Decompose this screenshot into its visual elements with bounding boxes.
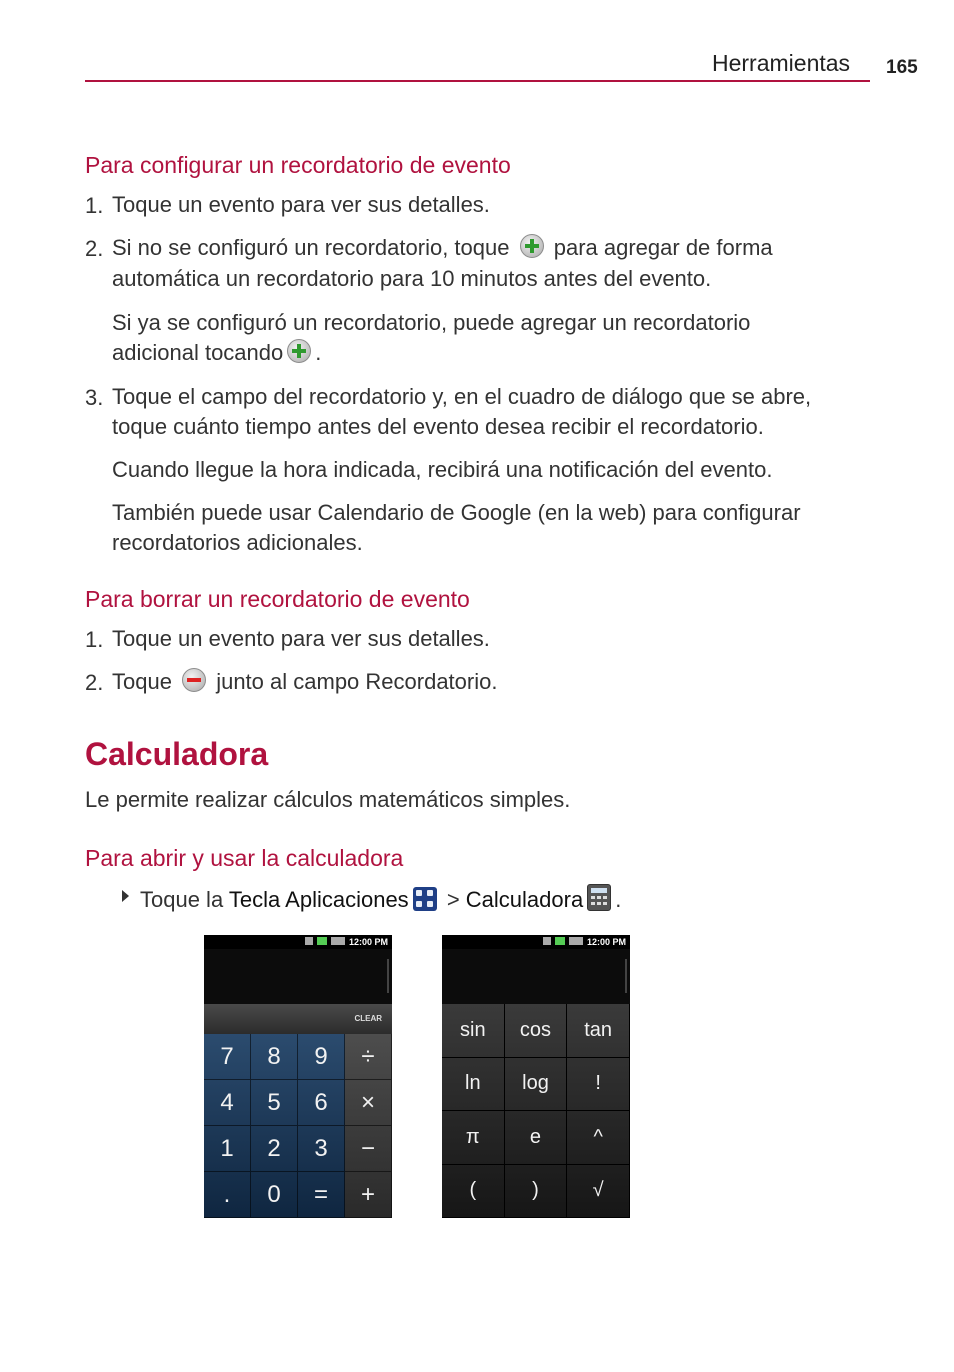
key-multiply[interactable]: × bbox=[345, 1080, 392, 1126]
page-number: 165 bbox=[886, 57, 918, 78]
key-6[interactable]: 6 bbox=[298, 1080, 345, 1126]
delete-step1-number: 1. bbox=[85, 627, 104, 652]
configure-step2-text bbox=[112, 233, 773, 263]
key-4[interactable]: 4 bbox=[204, 1080, 251, 1126]
configure-step1-number: 1. bbox=[85, 193, 104, 218]
add-reminder-icon bbox=[520, 234, 544, 258]
status-bar bbox=[442, 935, 630, 949]
instruction-prefix: Toque la bbox=[140, 887, 224, 912]
calculator-display bbox=[204, 949, 392, 1004]
delete-step2-after: junto al campo Recordatorio. bbox=[216, 669, 498, 694]
configure-note1: Cuando llegue la hora indicada, recibirá una notificación del evento. bbox=[112, 457, 773, 482]
key-open-paren[interactable]: ( bbox=[442, 1165, 505, 1219]
key-factorial[interactable]: ! bbox=[567, 1058, 630, 1112]
key-pi[interactable]: π bbox=[442, 1111, 505, 1165]
key-3[interactable]: 3 bbox=[298, 1126, 345, 1172]
section-title: Herramientas bbox=[712, 50, 851, 76]
key-cos[interactable]: cos bbox=[505, 1004, 568, 1058]
status-time: 12:00 PM bbox=[586, 937, 626, 947]
operator-pad bbox=[345, 1034, 392, 1218]
key-log[interactable]: log bbox=[505, 1058, 568, 1112]
open-calculator-instruction bbox=[140, 884, 621, 915]
open-calculator-heading: Para abrir y usar la calculadora bbox=[85, 845, 404, 871]
calculator-intro: Le permite realizar cálculos matemáticos simples. bbox=[85, 787, 571, 812]
configure-note2-line1: También puede usar Calendario de Google (en la web) para configurar bbox=[112, 500, 801, 525]
configure-note2-line2: recordatorios adicionales. bbox=[112, 530, 363, 555]
key-divide[interactable]: ÷ bbox=[345, 1034, 392, 1080]
clear-button[interactable]: CLEAR bbox=[204, 1004, 392, 1034]
apps-key-label: Tecla Aplicaciones bbox=[228, 887, 409, 912]
configure-step2-line2: automática un recordatorio para 10 minutos antes del evento. bbox=[112, 266, 712, 291]
key-7[interactable]: 7 bbox=[204, 1034, 251, 1080]
apps-grid-icon bbox=[413, 887, 437, 911]
key-decimal[interactable]: . bbox=[204, 1172, 251, 1218]
configure-step2-extra-line2 bbox=[112, 338, 321, 368]
key-plus[interactable]: + bbox=[345, 1172, 392, 1218]
status-bar bbox=[204, 935, 392, 949]
signal-icon bbox=[305, 937, 345, 945]
bullet-arrow-icon bbox=[122, 890, 129, 902]
configure-step2-after: para agregar de forma bbox=[553, 235, 773, 260]
delete-reminder-heading: Para borrar un recordatorio de evento bbox=[85, 586, 470, 612]
configure-step2-before: Si no se configuró un recordatorio, toque bbox=[112, 235, 510, 260]
calculator-advanced-screenshot bbox=[442, 935, 630, 1218]
configure-step1-text: Toque un evento para ver sus detalles. bbox=[112, 192, 490, 217]
delete-step2-text bbox=[112, 667, 497, 697]
configure-step2-number: 2. bbox=[85, 236, 104, 261]
key-1[interactable]: 1 bbox=[204, 1126, 251, 1172]
key-ln[interactable]: ln bbox=[442, 1058, 505, 1112]
calculator-basic-screenshot bbox=[204, 935, 392, 1218]
display-cursor bbox=[625, 959, 627, 993]
key-close-paren[interactable]: ) bbox=[505, 1165, 568, 1219]
configure-step2-extra-line1: Si ya se configuró un recordatorio, puede agregar un recordatorio bbox=[112, 310, 751, 335]
key-0[interactable]: 0 bbox=[251, 1172, 298, 1218]
key-2[interactable]: 2 bbox=[251, 1126, 298, 1172]
key-power[interactable]: ^ bbox=[567, 1111, 630, 1165]
function-pad bbox=[442, 1004, 630, 1218]
header-divider bbox=[85, 80, 870, 82]
delete-step2-number: 2. bbox=[85, 670, 104, 695]
calculator-app-label: Calculadora bbox=[465, 887, 584, 912]
configure-step2-extra-text: adicional tocando bbox=[112, 340, 284, 365]
delete-step1-text: Toque un evento para ver sus detalles. bbox=[112, 626, 490, 651]
status-time: 12:00 PM bbox=[348, 937, 388, 947]
key-8[interactable]: 8 bbox=[251, 1034, 298, 1080]
instruction-separator: > bbox=[446, 887, 460, 912]
key-e[interactable]: e bbox=[505, 1111, 568, 1165]
key-equals[interactable]: = bbox=[298, 1172, 345, 1218]
remove-reminder-icon bbox=[182, 668, 206, 692]
display-cursor bbox=[387, 959, 389, 993]
key-minus[interactable]: − bbox=[345, 1126, 392, 1172]
add-reminder-icon bbox=[287, 339, 311, 363]
key-tan[interactable]: tan bbox=[567, 1004, 630, 1058]
key-sin[interactable]: sin bbox=[442, 1004, 505, 1058]
calculator-display bbox=[442, 949, 630, 1004]
configure-step3-line2: toque cuánto tiempo antes del evento desea recibir el recordatorio. bbox=[112, 414, 764, 439]
delete-step2-before: Toque bbox=[112, 669, 172, 694]
configure-step3-number: 3. bbox=[85, 385, 104, 410]
configure-reminder-heading: Para configurar un recordatorio de evento bbox=[85, 152, 511, 178]
key-9[interactable]: 9 bbox=[298, 1034, 345, 1080]
configure-step3-line1: Toque el campo del recordatorio y, en el cuadro de diálogo que se abre, bbox=[112, 384, 812, 409]
calculator-title: Calculadora bbox=[85, 736, 269, 772]
instruction-end: . bbox=[615, 887, 622, 912]
digit-pad bbox=[204, 1034, 345, 1218]
key-sqrt[interactable]: √ bbox=[567, 1165, 630, 1219]
signal-icon bbox=[543, 937, 583, 945]
key-5[interactable]: 5 bbox=[251, 1080, 298, 1126]
configure-step2-extra-end: . bbox=[315, 340, 322, 365]
calculator-app-icon bbox=[587, 884, 611, 911]
